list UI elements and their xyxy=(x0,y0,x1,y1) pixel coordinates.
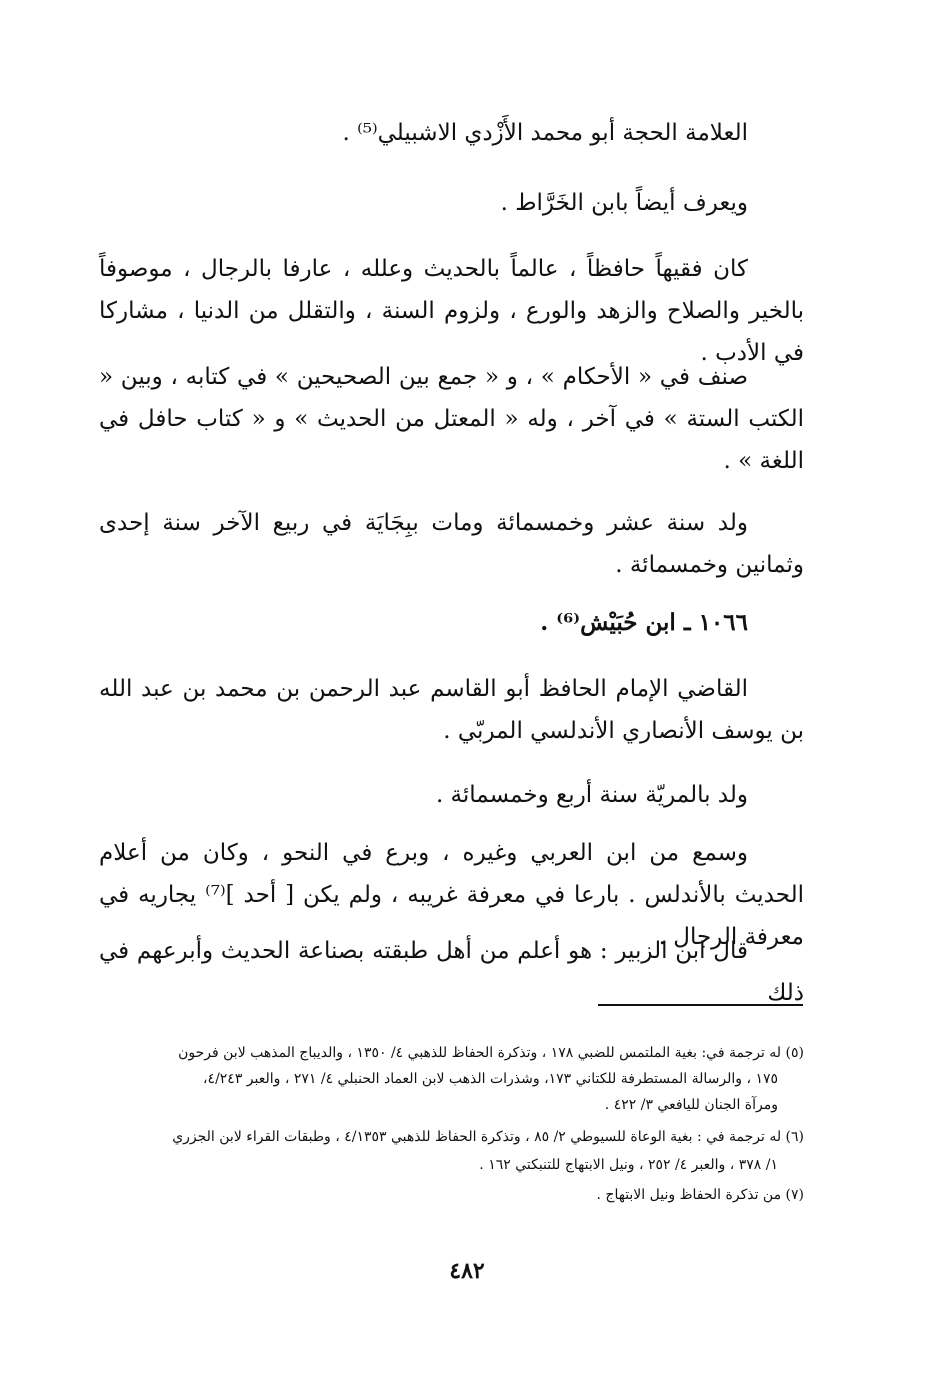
paragraph-description: كان فقيهاً حافظاً ، عالماً بالحديث وعلله ، عارفا بالرجال ، موصوفاً بالخير والصلاح والزهد والورع ، ولزوم السنة ، والتقلل من الدنيا ، مشاركا في الأدب . xyxy=(99,256,804,366)
footnote-6-line-2: ١/ ٣٧٨ ، والعبر ٤/ ٢٥٢ ، ونيل الابتهاج للتنبكتي ١٦٢ . xyxy=(479,1157,778,1173)
entry-heading-ibn-hubaysh: ١٠٦٦ ـ ابن حُبَيْش⁽⁶⁾ . xyxy=(540,609,748,636)
footnote-5-line-1: (٥) له ترجمة في: بغية الملتمس للضبي ١٧٨ ، وتذكرة الحفاظ للذهبي ٤/ ١٣٥٠ ، والديباج المذهب لابن فرحون xyxy=(178,1045,804,1061)
paragraph-also-known: ويعرف أيضاً بابن الخَرَّاط . xyxy=(500,190,748,216)
footnote-7: (٧) من تذكرة الحفاظ ونيل الابتهاج . xyxy=(596,1187,804,1203)
paragraph-works: صنف في « الأحكام » ، و « جمع بين الصحيحين » في كتابه ، وبين « الكتب الستة » في آخر ، وله « المعتل من الحديث » و « كتاب حافل في اللغة » . xyxy=(99,364,804,474)
paragraph-full-name: القاضي الإمام الحافظ أبو القاسم عبد الرحمن بن محمد بن عبد الله بن يوسف الأنصاري الأندلسي المربّي . xyxy=(99,676,804,744)
paragraph-opening: العلامة الحجة أبو محمد الأَزْدي الاشبيلي⁽⁵⁾ . xyxy=(342,120,748,146)
paragraph-birth-death: ولد سنة عشر وخمسمائة ومات ببِجَايَة في ربيع الآخر سنة إحدى وثمانين وخمسمائة . xyxy=(99,510,804,578)
footnote-6-line-1: (٦) له ترجمة في : بغية الوعاة للسيوطي ٢/ ٨٥ ، وتذكرة الحفاظ للذهبي ٤/١٣٥٣ ، وطبقات القراء لابن الجزري xyxy=(172,1129,804,1145)
footnote-5-line-3: ومرآة الجنان لليافعي ٣/ ٤٢٢ . xyxy=(604,1097,778,1113)
paragraph-birth: ولد بالمريّة سنة أربع وخمسمائة . xyxy=(435,782,748,808)
paragraph-studies: وسمع من ابن العربي وغيره ، وبرع في النحو ، وكان من أعلام الحديث بالأندلس . بارعا في معرفة غريبه ، ولم يكن [ أحد ]⁽⁷⁾ يجاريه في معرفة الرجال . xyxy=(99,840,804,950)
footnote-divider xyxy=(598,1004,803,1006)
page-number: ٤٨٢ xyxy=(449,1258,485,1284)
footnote-5-line-2: ١٧٥ ، والرسالة المستطرفة للكتاني ١٧٣، وشذرات الذهب لابن العماد الحنبلي ٤/ ٢٧١ ، والعبر ٤/٢٤٣، xyxy=(203,1071,778,1087)
paragraph-ibn-zubayr-quote: قال ابن الزبير : هو أعلم من أهل طبقته بصناعة الحديث وأبرعهم في ذلك xyxy=(99,938,804,1006)
